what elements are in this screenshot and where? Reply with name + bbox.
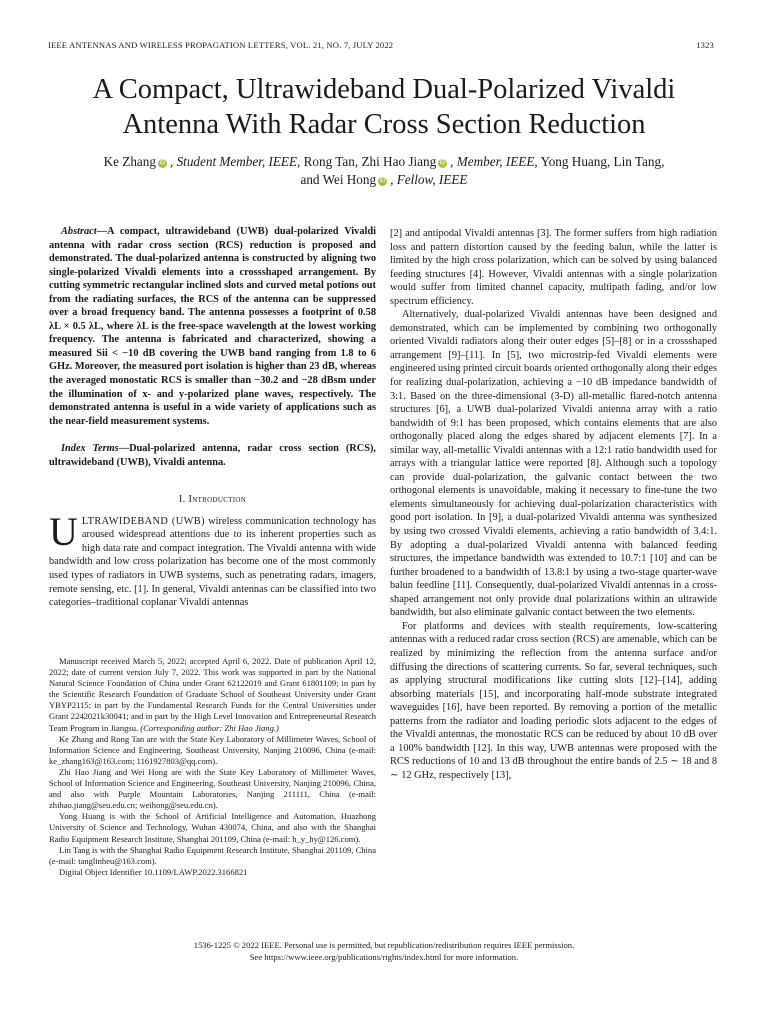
author-line-2	[60, 171, 708, 189]
footnote-text: Manuscript received March 5, 2022; accepted April 6, 2022. Date of publication April 12, 2022; date of current version July 7, 2022. This work was supported in part by the National Natural Science Foundation of China under Grant 62122019 and Grant 61801109; in part by the Scientific Research Foundation of Graduate School of Southeast University under Grant YBYP2115; in part by the Fundamental Research Funds for the Central Universities under Grant 2242021k30041; and in part by the High Level Innovation and Entrepreneurial Research Team Program in Jiangsu.	[49, 656, 376, 733]
title-line-1: A Compact, Ultrawideband Dual-Polarized Vivaldi	[92, 74, 676, 105]
drop-cap: U	[49, 508, 78, 554]
footnotes	[49, 656, 376, 878]
footnote-affiliation: Lin Tang is with the Shanghai Radio Equipment Research Institute, Shanghai 201109, China (e-mail: tanglinheu@163.com).	[49, 844, 376, 866]
author-name: and Wei Hong	[300, 172, 377, 187]
author-membership: , Member, IEEE	[450, 154, 535, 169]
footnote-affiliation: Yong Huang is with the School of Artificial Intelligence and Automation, Huazhong University of Science and Technology, Wuhan 430074, China, and also with the Shanghai Radio Equipment Research Institute, Shanghai 201109, China (e-mail: h_y_hy@126.com).	[49, 811, 376, 844]
index-terms	[49, 442, 376, 469]
intro-text: wireless communication technology has aroused widespread attentions due to its inherent properties such as high data rate and compact integration. The Vivaldi antenna with wide bandwidth and low cross polarization has become one of the most commonly used types of radiators in UWB systems, such as penetrating radars, imagers, remote sensing, etc. [1]. In general, Vivaldi antennas can be classified into two categories–traditional coplanar Vivaldi antennas	[49, 515, 376, 609]
abstract	[49, 225, 376, 428]
footnote-manuscript	[49, 656, 376, 734]
lead-in-caps: LTRAWIDEBAND (UWB)	[81, 515, 205, 527]
author-list	[60, 153, 708, 189]
rights-link-line[interactable]: See https://www.ieee.org/publications/rights/index.html for more information.	[249, 951, 519, 962]
page-number: 1323	[696, 40, 714, 50]
copyright-line: 1536-1225 © 2022 IEEE. Personal use is permitted, but republication/redistribution requires IEEE permission.	[193, 940, 575, 950]
paper-title	[40, 72, 728, 142]
running-header	[48, 40, 714, 50]
corresponding-author: (Corresponding author: Zhi Hao Jiang.)	[140, 722, 279, 733]
section-number: I.	[178, 494, 186, 506]
body-paragraph: For platforms and devices with stealth requirements, low-scattering antennas with a reduced radar cross section (RCS) are amenable, which can be realized by minimizing the reflection from the antenna surface and/or diffusing the directions of scattering currents. So far, several techniques, such as applying structural modifications like cutting slots [12]–[14], adding absorbing materials [15], and incorporating half-mode substrate integrated waveguides [16], have been reported. By removing a portion of the metallic patterns from the radiator and loading periodic slots adjacent to the edges of the Vivaldi antennas, the monostatic RCS can be reduced by about 10 dB over a 100% bandwidth [12]. In this way, UWB antennas were proposed with the RCS reductions of 10 and 13 dB throughout the entire bands of 2.5 ∼ 18 and 8 ∼ 12 GHz, respectively [13],	[390, 620, 717, 781]
orcid-icon[interactable]: iD	[379, 178, 386, 184]
abstract-text: —A compact, ultrawideband (UWB) dual-polarized Vivaldi antenna with radar cross section (RCS) reduction is proposed and demonstrated. The dual-polarized antenna is constructed by aligning two single-polarized Vivaldi elements into a crossshaped arrangement. By cutting symmetric rectangular inclined slots and curved metal potions out from the radiating surfaces, the RCS of the antenna can be suppressed over a broad frequency band. The antenna possesses a footprint of 0.58 λL × 0.5 λL, where λL is the free-space wavelength at the lowest working frequency. The antenna is fabricated and characterized, showing a measured Sii < −10 dB covering the UWB band ranging from 1.8 to 6 GHz. Moreover, the measured port isolation is higher than 23 dB, whereas the averaged monostatic RCS is smaller than −30.2 and −28 dBsm under the illumination of x- and y-polarized plane waves, respectively. The demonstrated antenna is useful in a wide variety of applications such as the near-field measurement systems.	[49, 226, 376, 427]
author-membership: , Fellow, IEEE	[390, 172, 468, 187]
index-terms-text: —Dual-polarized antenna, radar cross section (RCS), ultrawideband (UWB), Vivaldi antenna.	[49, 443, 376, 468]
index-terms-label: Index Terms	[61, 443, 119, 455]
footnote-doi: Digital Object Identifier 10.1109/LAWP.2022.3166821	[59, 866, 248, 877]
intro-paragraph	[49, 508, 376, 610]
right-column	[390, 227, 717, 782]
footnote-affiliation: Ke Zhang and Rong Tan are with the State Key Laboratory of Millimeter Waves, School of Information Science and Engineering, Southeast University, Nanjing 210096, China (e-mail: ke_zhang163@163.com; 1161927803@qq.com).	[49, 733, 376, 766]
author-membership: , Student Member, IEEE	[169, 154, 298, 169]
orcid-icon[interactable]: iD	[159, 160, 166, 166]
abstract-label: Abstract	[61, 226, 97, 237]
author-name: , Yong Huang, Lin Tang,	[534, 154, 665, 169]
journal-name: IEEE ANTENNAS AND WIRELESS PROPAGATION LETTERS, VOL. 21, NO. 7, JULY 2022	[48, 40, 394, 50]
title-line-2: Antenna With Radar Cross Section Reduction	[122, 109, 646, 140]
author-name: , Rong Tan, Zhi Hao Jiang	[297, 154, 437, 169]
orcid-icon[interactable]: iD	[439, 160, 446, 166]
author-name: Ke Zhang	[103, 154, 156, 169]
body-paragraph: Alternatively, dual-polarized Vivaldi antennas have been designed and demonstrated, which can be implemented by combining two orthogonally oriented Vivaldi radiators along their outer edges [5]–[8] or in a crossshaped arrangement [9]–[11]. In [5], two microstrip-fed Vivaldi elements were engineered using printed circuit boards oriented orthogonally along their edges for realizing dual-polarization, achieving a −10 dB impedance bandwidth of 3:1. Based on the three-dimensional (3-D) all-metallic flared-notch antenna structures [6], a UWB dual-polarized Vivaldi antenna array with a ratio bandwidth of 9:1 has been proposed, which contains elements that are also orthogonally placed along the edges shared by adjacent elements [7]. In a similar way, all-metallic Vivaldi antennas with a 12:1 ratio bandwidth used for arrays with a triangular lattice were reported [8]. Although such a topology can provide dual-polarization, the galvanic contact between the two orthogonal elements is unavoidable, making it necessary to fine-tune the two elements simultaneously for achieving dual-polarization characteristics with good port isolation. In [9], a dual-polarized Vivaldi antenna was synthesized by using two crossed Vivaldi elements, achieving a ratio bandwidth of 3.4:1. By adopting a dual-polarized Vivaldi antenna with balanced feeding structures, the impedance bandwidth was extended to 10.7:1 [10] and can be further broadened to a bandwidth of 13.8:1 by using a two-stage quarter-wave balun feedline [11]. Consequently, dual-polarized Vivaldi antennas in a cross-shaped arrangement not only provide dual polarizations within an ultrawide bandwidth, but also eliminate galvanic contact between the two elements.	[390, 309, 717, 619]
left-column	[49, 225, 376, 610]
body-paragraph: [2] and antipodal Vivaldi antennas [3]. The former suffers from high radiation loss and pattern distortion caused by the feeding balun, while the latter is limited by the high cross polarization, which can be solved by using balanced feeding structures [4]. However, Vivaldi antennas with a single polarization would suffer from limited channel capacity, multipath fading, and/or low spectrum efficiency.	[390, 228, 717, 307]
section-title: Introduction	[188, 494, 247, 506]
section-heading	[49, 493, 376, 507]
copyright-notice	[40, 940, 728, 963]
author-line-1	[60, 153, 708, 171]
footnote-affiliation: Zhi Hao Jiang and Wei Hong are with the State Key Laboratory of Millimeter Waves, School of Information Science and Engineering, Southeast University, Nanjing 210096, China, and also with Purple Mountain Laboratories, Nanjing 211111, China (e-mail: zhihao.jiang@seu.edu.cn; weihong@seu.edu.cn).	[49, 766, 376, 811]
